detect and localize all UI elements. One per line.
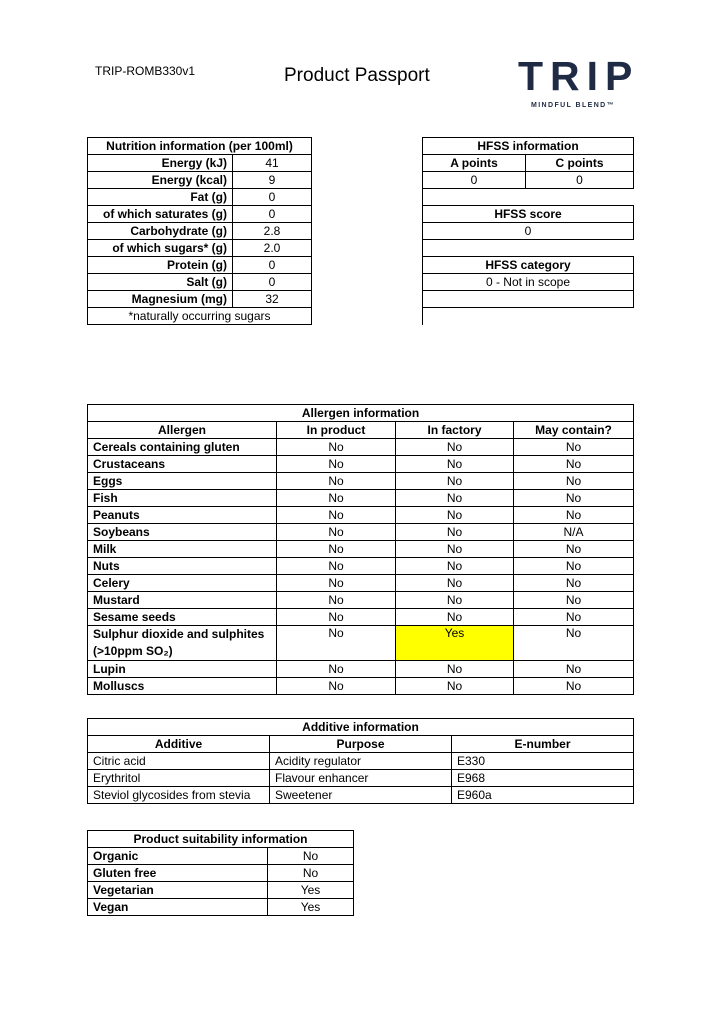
allergen-name: Eggs [88,473,277,490]
suitability-heading: Product suitability information [88,831,354,848]
allergen-name: Sesame seeds [88,609,277,626]
table-row [88,507,634,524]
nutrient-value: 0 [233,274,312,291]
nutrient-label: of which sugars* (g) [88,240,233,257]
empty-row [423,291,634,308]
table-row [88,274,312,291]
column-header: Additive [88,736,270,753]
in-product: No [277,473,396,490]
table-row [88,490,634,507]
table-row [88,882,354,899]
hfss-heading: HFSS information [423,138,634,155]
allergen-heading: Allergen information [88,405,634,422]
table-row [88,770,634,787]
column-header: In product [277,422,396,439]
additive-enumber: E960a [452,787,634,804]
logo-tagline: MINDFUL BLEND™ [530,102,616,109]
table-row [88,240,312,257]
in-product: No [277,609,396,626]
in-factory: No [396,609,514,626]
in-product: No [277,456,396,473]
additive-name: Erythritol [88,770,270,787]
may-contain: No [514,626,634,661]
suitability-label: Vegan [88,899,268,916]
table-row [88,899,354,916]
allergen-name: Lupin [88,661,277,678]
nutrient-value: 0 [233,257,312,274]
additive-purpose: Sweetener [270,787,452,804]
in-product: No [277,592,396,609]
may-contain: No [514,661,634,678]
nutrient-value: 32 [233,291,312,308]
allergen-table [87,404,634,695]
c-points-value: 0 [526,172,634,189]
in-factory: No [396,541,514,558]
table-row [88,439,634,456]
may-contain: No [514,456,634,473]
may-contain: No [514,473,634,490]
allergen-name: Cereals containing gluten [88,439,277,456]
additive-enumber: E330 [452,753,634,770]
column-header: May contain? [514,422,634,439]
additive-heading: Additive information [88,719,634,736]
additive-enumber: E968 [452,770,634,787]
additive-name: Steviol glycosides from stevia [88,787,270,804]
table-row [88,541,634,558]
table-row [88,592,634,609]
in-product: No [277,661,396,678]
table-row [88,189,312,206]
hfss-category-heading: HFSS category [423,257,634,274]
in-product: No [277,678,396,695]
nutrient-label: Energy (kJ) [88,155,233,172]
table-row [88,223,312,240]
may-contain: No [514,609,634,626]
a-points-value: 0 [423,172,526,189]
table-row [88,473,634,490]
additive-table [87,718,634,804]
suitability-value: Yes [268,899,354,916]
allergen-name: Crustaceans [88,456,277,473]
spacer [423,308,634,325]
logo-wordmark: TRIP [518,53,640,99]
allergen-name: Soybeans [88,524,277,541]
table-row [88,575,634,592]
column-header: In factory [396,422,514,439]
in-product: No [277,541,396,558]
in-product: No [277,558,396,575]
allergen-name: Mustard [88,592,277,609]
in-factory-highlighted: Yes [396,626,514,661]
may-contain: No [514,678,634,695]
allergen-name: Peanuts [88,507,277,524]
page-title: Product Passport [284,65,430,86]
nutrient-value: 2.0 [233,240,312,257]
in-factory: No [396,575,514,592]
suitability-label: Vegetarian [88,882,268,899]
c-points-label: C points [526,155,634,172]
in-product: No [277,439,396,456]
hfss-category-value: 0 - Not in scope [423,274,634,291]
table-row [88,155,312,172]
may-contain: No [514,558,634,575]
suitability-value: Yes [268,882,354,899]
may-contain: No [514,507,634,524]
suitability-value: No [268,848,354,865]
hfss-table [422,137,634,325]
allergen-name: Nuts [88,558,277,575]
in-product: No [277,507,396,524]
additive-name: Citric acid [88,753,270,770]
table-row [88,558,634,575]
column-header: Purpose [270,736,452,753]
allergen-name-line2: (>10ppm SO₂) [93,644,173,658]
in-factory: No [396,678,514,695]
table-row [88,865,354,882]
allergen-name [88,626,277,661]
table-row [88,172,312,189]
nutrient-label: Salt (g) [88,274,233,291]
in-factory: No [396,661,514,678]
column-header: E-number [452,736,634,753]
document-code: TRIP-ROMB330v1 [95,64,196,78]
in-factory: No [396,507,514,524]
in-factory: No [396,524,514,541]
table-row [88,753,634,770]
nutrient-value: 0 [233,189,312,206]
spacer [423,240,634,257]
table-row [88,456,634,473]
allergen-name: Molluscs [88,678,277,695]
hfss-score-heading: HFSS score [423,206,634,223]
nutrient-label: Magnesium (mg) [88,291,233,308]
table-row [88,206,312,223]
table-row [88,524,634,541]
nutrient-label: Energy (kcal) [88,172,233,189]
table-row [88,257,312,274]
brand-logo [514,53,640,109]
nutrition-footnote: *naturally occurring sugars [88,308,312,325]
may-contain: No [514,541,634,558]
allergen-name: Fish [88,490,277,507]
suitability-table [87,830,354,916]
hfss-score-value: 0 [423,223,634,240]
nutrient-value: 9 [233,172,312,189]
nutrient-label: of which saturates (g) [88,206,233,223]
nutrient-label: Protein (g) [88,257,233,274]
in-factory: No [396,558,514,575]
suitability-label: Gluten free [88,865,268,882]
spacer [423,189,634,206]
nutrition-heading: Nutrition information (per 100ml) [88,138,312,155]
in-product: No [277,524,396,541]
in-factory: No [396,456,514,473]
table-row [88,661,634,678]
table-row [88,848,354,865]
suitability-value: No [268,865,354,882]
nutrient-label: Carbohydrate (g) [88,223,233,240]
in-product: No [277,626,396,661]
may-contain: No [514,439,634,456]
table-row [88,291,312,308]
may-contain: No [514,592,634,609]
nutrient-value: 41 [233,155,312,172]
a-points-label: A points [423,155,526,172]
additive-purpose: Flavour enhancer [270,770,452,787]
table-row [88,787,634,804]
nutrient-value: 2.8 [233,223,312,240]
in-factory: No [396,592,514,609]
may-contain: No [514,575,634,592]
table-row [88,626,634,661]
in-product: No [277,575,396,592]
suitability-label: Organic [88,848,268,865]
in-factory: No [396,473,514,490]
may-contain: N/A [514,524,634,541]
in-factory: No [396,490,514,507]
table-row [88,609,634,626]
column-header: Allergen [88,422,277,439]
in-product: No [277,490,396,507]
allergen-name-line1: Sulphur dioxide and sulphites [93,627,265,641]
nutrition-table [87,137,312,325]
allergen-name: Milk [88,541,277,558]
table-row [88,678,634,695]
nutrient-label: Fat (g) [88,189,233,206]
may-contain: No [514,490,634,507]
nutrient-value: 0 [233,206,312,223]
additive-purpose: Acidity regulator [270,753,452,770]
allergen-name: Celery [88,575,277,592]
in-factory: No [396,439,514,456]
